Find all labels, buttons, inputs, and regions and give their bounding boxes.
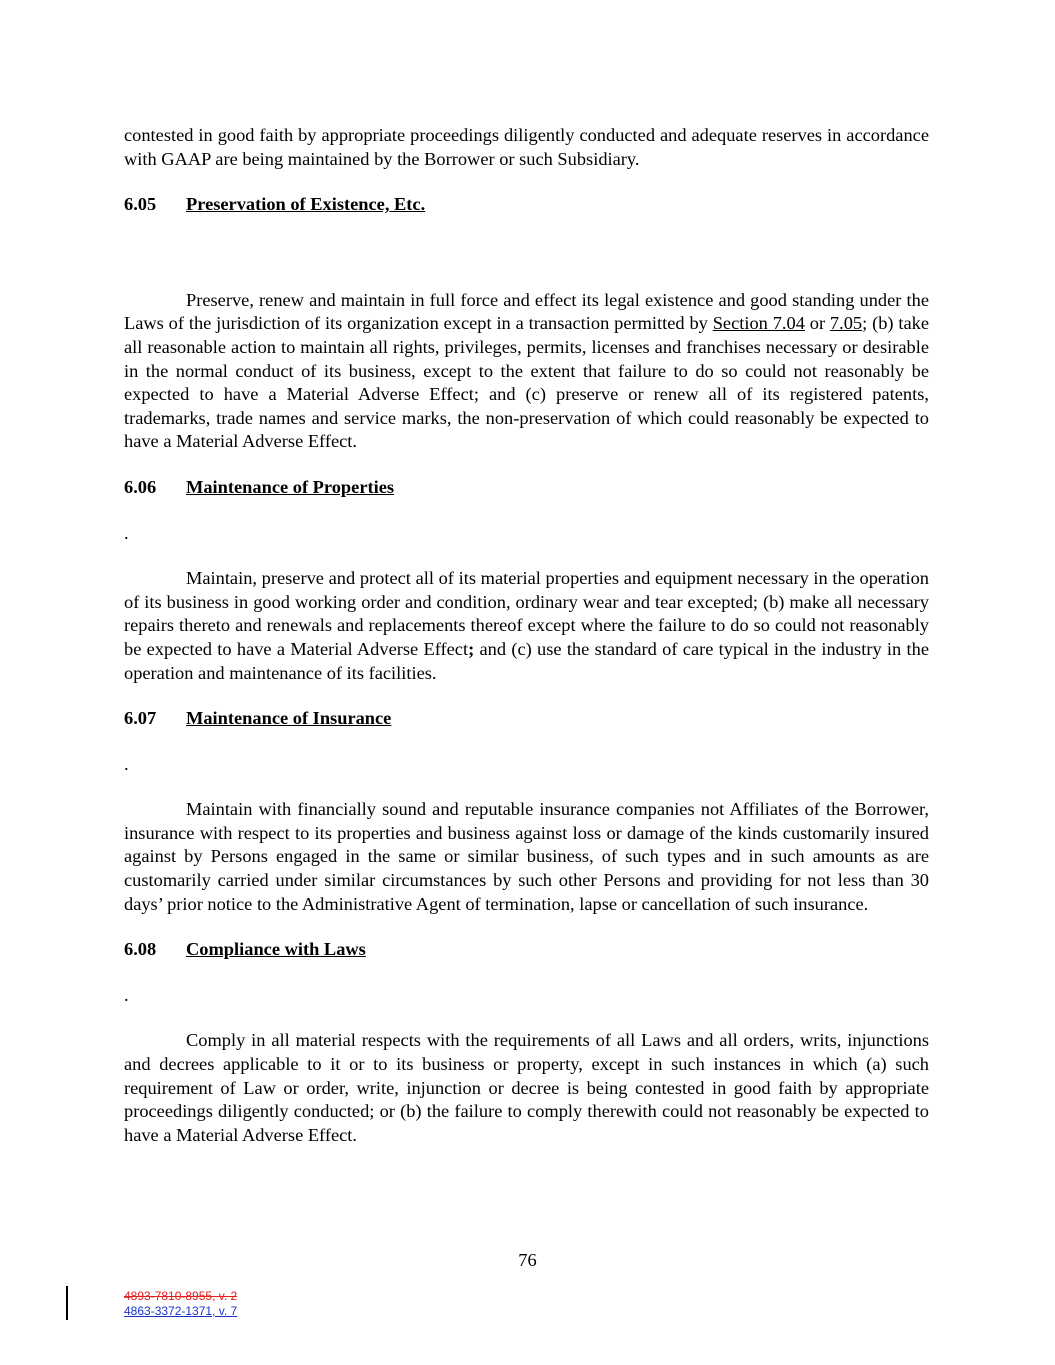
section-title: Maintenance of Properties xyxy=(186,476,395,497)
section-heading-6-08 xyxy=(124,938,929,962)
section-dot: . xyxy=(124,984,129,1005)
section-heading-6-05 xyxy=(124,193,929,217)
section-paragraph-6-05: Preserve, renew and maintain in full force and effect its legal existence and good standing under the Laws of the jurisdiction of its organization except in a transaction permitted by Section 7.04 or 7.05; (b) take all reasonable action to maintain all rights, privileges, permits, licenses and franchises necessary or desirable in the normal conduct of its business, except to the extent that failure to do so could not reasonably be expected to have a Material Adverse Effect; and (c) preserve or renew all of its registered patents, trademarks, trade names and service marks, the non-preservation of which could reasonably be expected to have a Material Adverse Effect. xyxy=(124,289,929,452)
section-dot: . xyxy=(124,753,129,774)
section-paragraph-6-06: Maintain, preserve and protect all of its material properties and equipment necessary in the operation of its business in good working order and condition, ordinary wear and tear excepted; (b) make all necessary repairs thereto and renewals and replacements thereof except where the failure to do so could not reasonably be expected to have a Material Adverse Effect; and (c) use the standard of care typical in the industry in the operation and maintenance of its facilities. xyxy=(124,568,929,683)
section-title: Preservation of Existence, Etc. xyxy=(186,194,426,215)
section-heading-6-06 xyxy=(124,476,929,500)
section-dot: . xyxy=(124,522,129,543)
document-body xyxy=(124,124,929,1147)
page-number: 76 xyxy=(518,1250,537,1270)
section-number: 6.08 xyxy=(124,939,157,960)
section-reference-link[interactable]: 7.05 xyxy=(829,313,863,334)
section-title: Compliance with Laws xyxy=(186,939,366,960)
section-title: Maintenance of Insurance xyxy=(186,708,392,729)
section-heading-6-07 xyxy=(124,707,929,731)
revision-change-bar xyxy=(66,1286,68,1320)
deleted-document-id: 4893-7810-8955, v. 2 xyxy=(124,1289,238,1303)
section-reference-link[interactable]: Section 7.04 xyxy=(712,313,805,334)
inserted-document-id: 4863-3372-1371, v. 7 xyxy=(124,1304,238,1318)
section-number: 6.06 xyxy=(124,476,157,497)
section-paragraph-6-08: Comply in all material respects with the requirements of all Laws and all orders, writs, injunctions and decrees applicable to it or to its business or property, except in such instances in which (a) such requirement of Law or order, write, injunction or decree is being contested in good faith by appropriate proceedings diligently conducted; or (b) the failure to comply therewith could not reasonably be expected to have a Material Adverse Effect. xyxy=(124,1030,929,1145)
section-number: 6.07 xyxy=(124,708,157,729)
section-paragraph-6-07: Maintain with financially sound and reputable insurance companies not Affiliates of the Borrower, insurance with respect to its properties and business against loss or damage of the kinds customarily insured against by Persons engaged in the same or similar business, of such types and in such amounts as are customarily carried under similar circumstances by such other Persons and providing for not less than 30 days’ prior notice to the Administrative Agent of termination, lapse or cancellation of such insurance. xyxy=(124,799,929,914)
section-number: 6.05 xyxy=(124,194,157,215)
opening-paragraph: contested in good faith by appropriate proceedings diligently conducted and adequate reserves in accordance with GAAP are being maintained by the Borrower or such Subsidiary. xyxy=(124,125,929,169)
